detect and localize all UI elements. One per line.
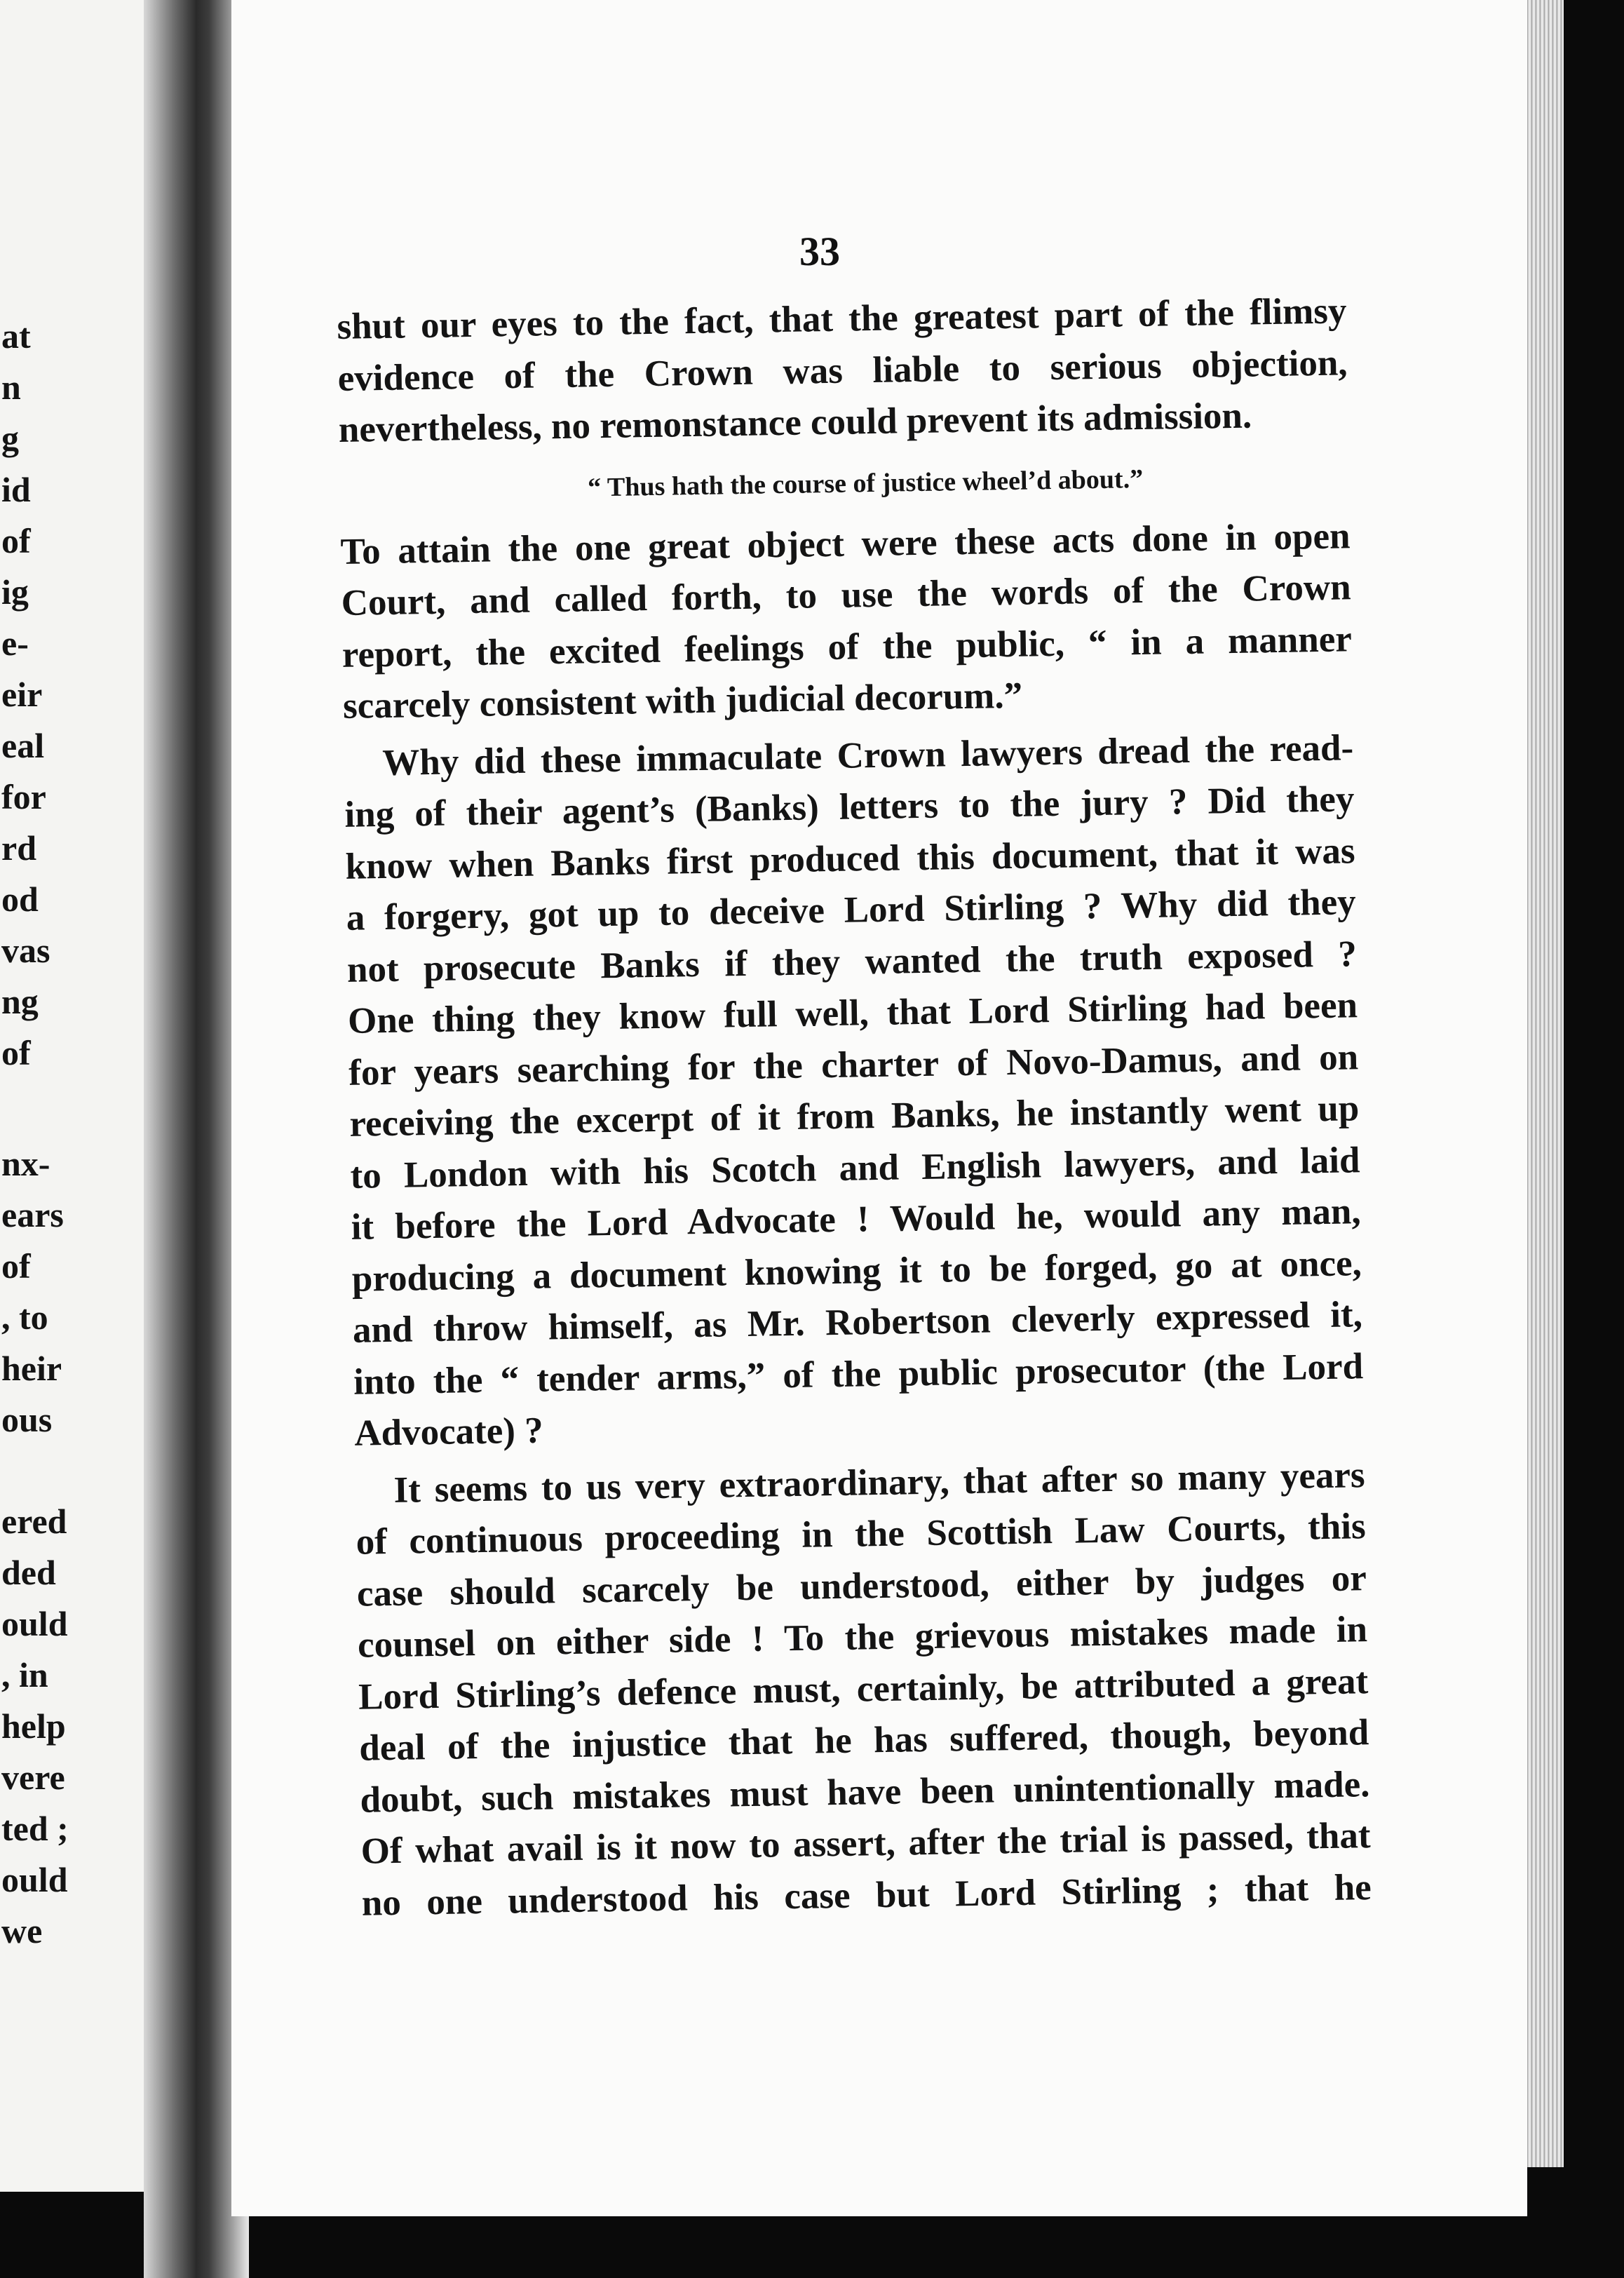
text-line: to London with his Scotch and English lawyers, and laid [350, 1139, 1360, 1197]
text-line: counsel on either side ! To the grievous mistakes made in [357, 1609, 1368, 1666]
left-page-fragment: , in [1, 1655, 48, 1694]
left-page-fragment: vas [1, 931, 50, 970]
text-line: for years searching for the charter of Novo-Damus, and on [348, 1036, 1359, 1093]
text-line: doubt, such mistakes must have been unintentionally made. [360, 1763, 1370, 1821]
text-line: deal of the injustice that he has suffered, though, beyond [358, 1712, 1369, 1769]
left-page-fragment: heir [1, 1349, 62, 1388]
text-line: no one understood his case but Lord Stirling ; that he [361, 1866, 1372, 1924]
left-page-fragment: of [1, 521, 31, 560]
left-page-fragment: vere [1, 1758, 65, 1797]
left-page-fragment: ould [1, 1860, 68, 1899]
text-line: scarcely consistent with judicial decorum.” [342, 675, 1023, 727]
left-page-fragment: eir [1, 675, 43, 714]
epigraph-quotation: “ Thus hath the course of justice wheel’d about.” [587, 464, 1144, 502]
left-page-fragment: of [1, 1246, 31, 1286]
left-page-fragment: od [1, 879, 39, 919]
left-page-fragment: ng [1, 982, 39, 1021]
text-line: shut our eyes to the fact, that the greatest part of the flimsy [337, 290, 1347, 347]
left-page-fragment: e- [1, 624, 29, 663]
left-page-fragment: ould [1, 1604, 68, 1643]
text-line: Of what avail is it now to assert, after the trial is passed, that [360, 1815, 1371, 1872]
text-line: report, the excited feelings of the public, “ in a manner [341, 618, 1353, 675]
text-line: and throw himself, as Mr. Robertson cleverly expressed it, [352, 1294, 1363, 1351]
text-line: nevertheless, no remonstance could prevent its admission. [338, 395, 1252, 450]
body-text [337, 285, 1372, 1929]
left-page-fragment: for [1, 777, 46, 816]
text-line: It seems to us very extraordinary, that after so many years [393, 1454, 1365, 1511]
text-line: Why did these immaculate Crown lawyers dread the read- [381, 727, 1354, 783]
text-line: know when Banks first produced this document, that it was [345, 830, 1355, 887]
text-line: not prosecute Banks if they wanted the truth exposed ? [346, 933, 1358, 990]
text-line: To attain the one great object were these acts done in open [340, 515, 1351, 572]
left-page-fragment: at [1, 316, 31, 356]
left-page-fragment: rd [1, 828, 36, 868]
left-page-fragment: nx- [1, 1144, 50, 1183]
text-line: into the “ tender arms,” of the public prosecutor (the Lord [353, 1345, 1364, 1403]
left-page-fragment: n [1, 368, 21, 407]
left-page-fragment: ered [1, 1502, 67, 1541]
left-page-fragment: ears [1, 1195, 64, 1234]
text-line: One thing they know full well, that Lord Stirling had been [347, 985, 1358, 1042]
left-page-fragment: eal [1, 726, 45, 765]
text-line: Lord Stirling’s defence must, certainly, be attributed a great [358, 1660, 1369, 1718]
left-page-fragment: ted ; [1, 1809, 69, 1848]
left-page-fragment: ous [1, 1400, 53, 1439]
text-line: evidence of the Crown was liable to serious objection, [337, 342, 1348, 399]
text-line: of continuous proceeding in the Scottish Law Courts, this [356, 1506, 1367, 1563]
left-page-fragment: ded [1, 1553, 56, 1592]
text-line: case should scarcely be understood, either by judges or [356, 1557, 1367, 1615]
left-page-fragment: ig [1, 572, 29, 612]
left-page-fragment: of [1, 1033, 31, 1072]
text-line: ing of their agent’s (Banks) letters to the jury ? Did they [344, 779, 1355, 835]
left-page-fragment: , to [1, 1298, 48, 1337]
text-line: Court, and called forth, to use the words of the Crown [341, 567, 1352, 624]
left-page-fragment: g [1, 419, 19, 458]
text-line: Advocate) ? [353, 1410, 544, 1454]
text-line: receiving the excerpt of it from Banks, he instantly went up [349, 1088, 1360, 1145]
right-page [231, 0, 1527, 2216]
text-line: a forgery, got up to deceive Lord Stirling ? Why did they [346, 882, 1357, 938]
left-page-fragment: we [1, 1911, 43, 1950]
left-page-fragment: id [1, 470, 31, 509]
text-line: it before the Lord Advocate ! Would he, would any man, [351, 1191, 1362, 1248]
page-number: 33 [799, 229, 840, 274]
text-line: producing a document knowing it to be forged, go at once, [351, 1242, 1362, 1300]
left-page-fragment: help [1, 1706, 66, 1746]
